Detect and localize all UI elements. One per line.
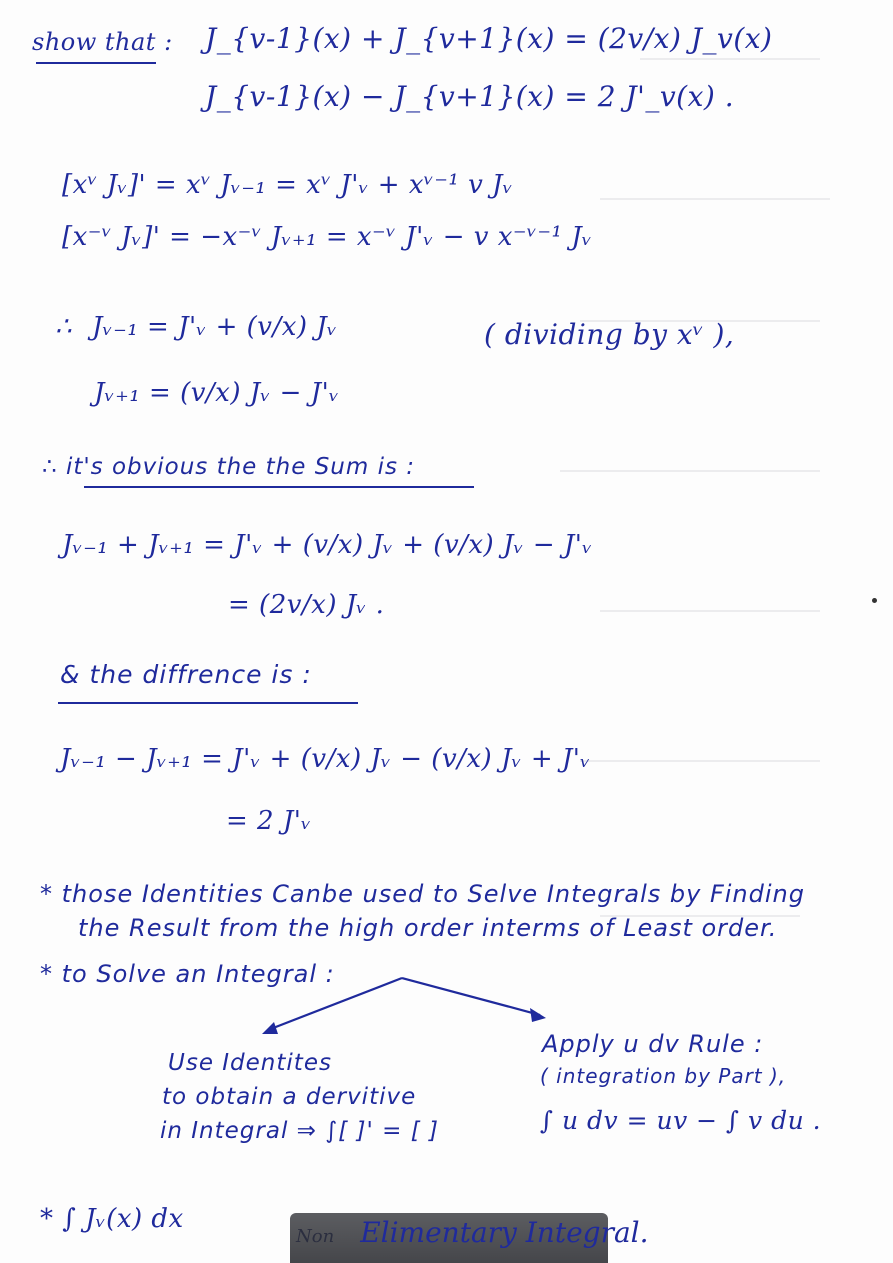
difference-line-2: = 2 J'ᵥ <box>226 806 312 836</box>
caption-main: Elimentary Integral. <box>360 1216 649 1249</box>
dividing-eq-1: Jᵥ₋₁ = J'ᵥ + (v/x) Jᵥ <box>92 312 338 342</box>
show-that-label: show that : <box>32 28 173 56</box>
dividing-note: ( dividing by xᵛ ), <box>484 318 735 351</box>
caption-text <box>296 1216 649 1249</box>
bleed-through-mark <box>580 760 820 762</box>
bleed-through-mark <box>640 58 820 60</box>
note-3: * ∫ Jᵥ(x) dx <box>40 1204 184 1234</box>
bleed-through-mark <box>600 198 830 200</box>
derivative-line-1: [xᵛ Jᵥ]' = xᵛ Jᵥ₋₁ = xᵛ J'ᵥ + xᵛ⁻¹ v Jᵥ <box>62 170 514 200</box>
note-2: * to Solve an Integral : <box>40 960 335 988</box>
right-arrowhead <box>530 1008 546 1022</box>
note-1-line-2: the Result from the high order interms of Least order. <box>78 914 778 942</box>
right-branch-arrow <box>402 978 540 1015</box>
branch-left-line-2: to obtain a dervitive <box>162 1084 417 1110</box>
branch-right-line-2: ( integration by Part ), <box>540 1064 787 1088</box>
difference-line-1: Jᵥ₋₁ − Jᵥ₊₁ = J'ᵥ + (v/x) Jᵥ − (v/x) Jᵥ + J'ᵥ <box>60 744 591 774</box>
therefore-symbol: ∴ <box>55 312 73 342</box>
branch-left-line-1: Use Identites <box>168 1050 332 1076</box>
branch-left-line-3: in Integral ⇒ ∫[ ]' = [ ] <box>160 1118 439 1144</box>
identity-1: J_{v-1}(x) + J_{v+1}(x) = (2v/x) J_v(x) <box>205 22 773 55</box>
sum-underline <box>84 486 474 488</box>
branch-right-line-1: Apply u dv Rule : <box>542 1030 764 1058</box>
difference-underline <box>58 702 358 704</box>
difference-heading: & the diffrence is : <box>60 660 312 689</box>
left-arrowhead <box>262 1022 278 1034</box>
show-that-underline <box>36 62 156 64</box>
bleed-through-mark <box>600 610 820 612</box>
branch-right-line-3: ∫ u dv = uv − ∫ v du . <box>540 1106 822 1135</box>
sum-line-1: Jᵥ₋₁ + Jᵥ₊₁ = J'ᵥ + (v/x) Jᵥ + (v/x) Jᵥ − J'ᵥ <box>62 530 593 560</box>
bleed-through-mark <box>560 470 820 472</box>
sum-line-2: = (2v/x) Jᵥ . <box>228 590 385 620</box>
identity-2: J_{v-1}(x) − J_{v+1}(x) = 2 J'_v(x) . <box>205 80 735 113</box>
caption-prefix: Non <box>296 1226 335 1247</box>
stray-dot <box>872 598 877 603</box>
note-1-line-1: * those Identities Canbe used to Selve Integrals by Finding <box>40 880 805 908</box>
derivative-line-2: [x⁻ᵛ Jᵥ]' = −x⁻ᵛ Jᵥ₊₁ = x⁻ᵛ J'ᵥ − v x⁻ᵛ⁻¹ Jᵥ <box>62 222 593 252</box>
dividing-eq-2: Jᵥ₊₁ = (v/x) Jᵥ − J'ᵥ <box>94 378 340 408</box>
sum-heading: ∴ it's obvious the the Sum is : <box>42 454 416 480</box>
